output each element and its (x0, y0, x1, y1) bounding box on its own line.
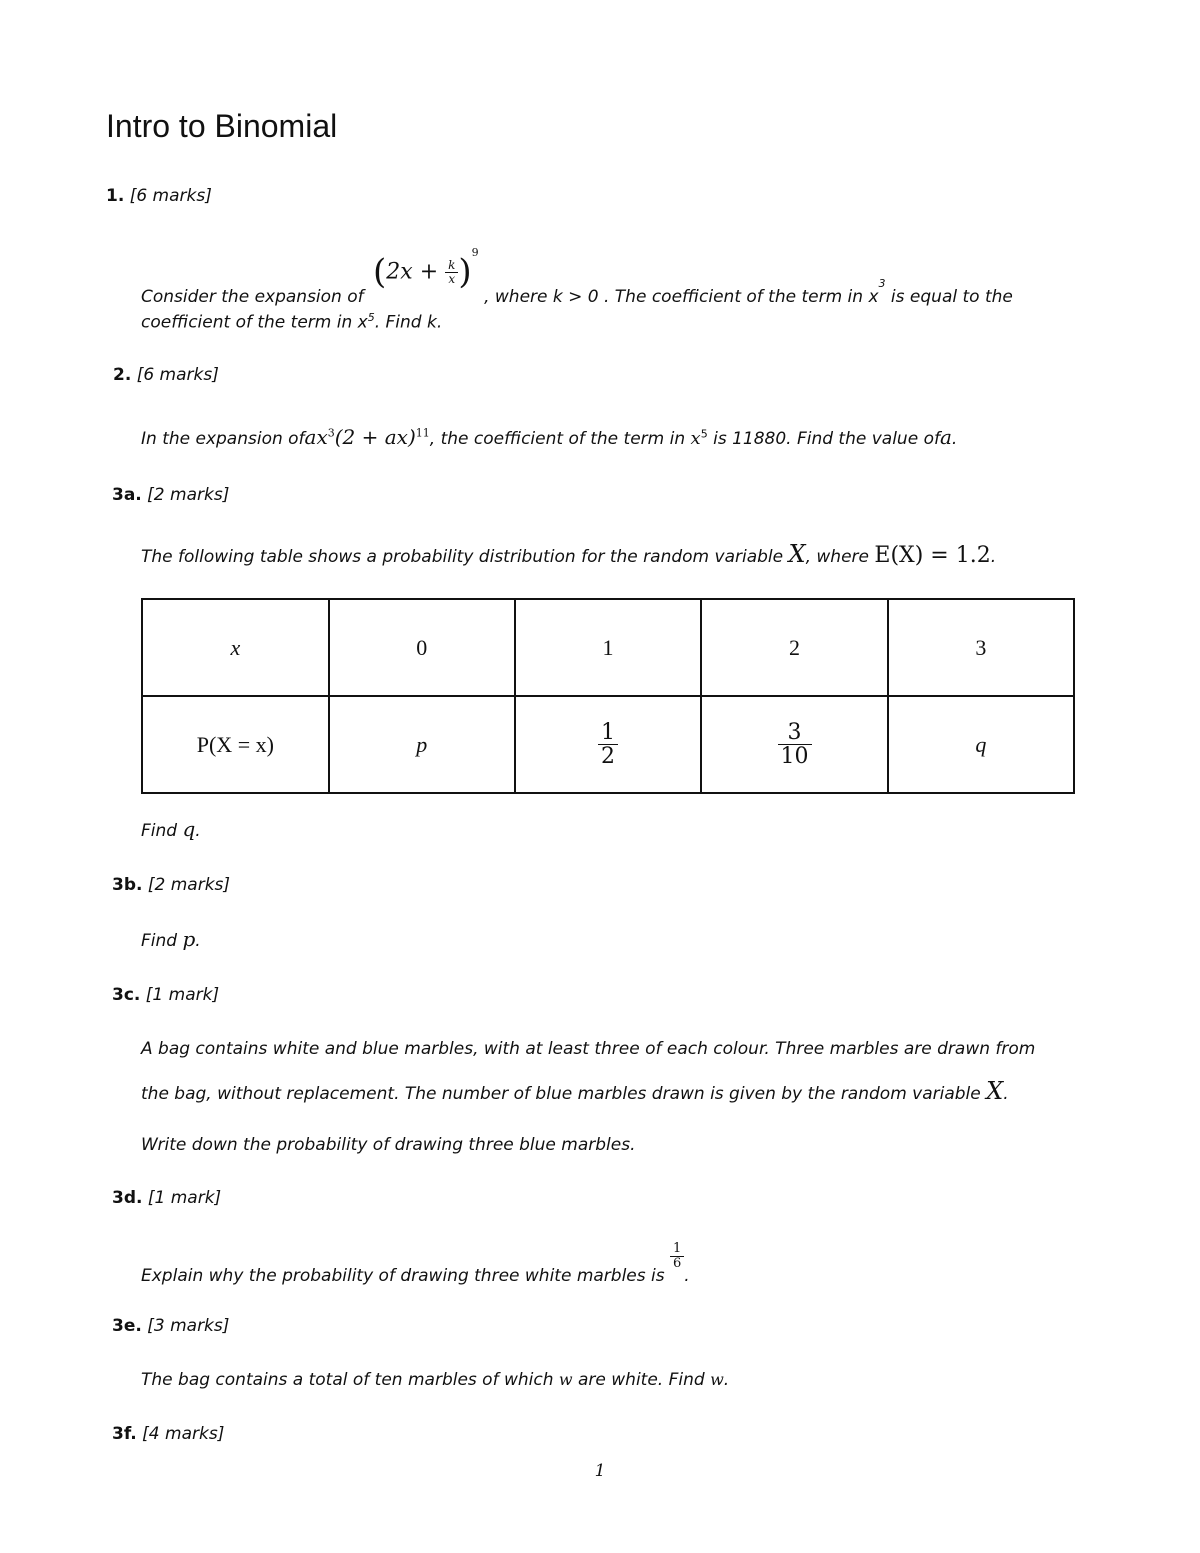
table-cell: $\frac{1}{2}$ (515, 696, 701, 793)
question-marks: [2 marks] (147, 485, 230, 505)
question-marks: [4 marks] (142, 1424, 225, 1444)
table-row (142, 599, 1074, 696)
question-3d-header (112, 1188, 221, 1208)
question-1-line-2: coefficient of the term in $x^5$. Find k. (141, 311, 443, 333)
table-cell: $\frac{3}{10}$ (701, 696, 888, 793)
question-number: 1. (106, 186, 125, 206)
table-cell: 3 (888, 599, 1074, 696)
question-3e-text: The bag contains a total of ten marbles of which w are white. Find w. (141, 1370, 730, 1390)
question-3a-text: The following table shows a probability distribution for the random variable X, where E(X) = 1.2. (141, 540, 997, 568)
question-3f-header (112, 1424, 224, 1444)
table-cell: q (888, 696, 1074, 793)
question-marks: [6 marks] (136, 365, 219, 385)
question-3b-find: Find p. (141, 927, 201, 951)
probability-distribution-table (141, 598, 1075, 794)
table-cell: P(X = x) (142, 696, 329, 793)
question-number: 3f. (112, 1424, 137, 1444)
table-cell: 2 (701, 599, 888, 696)
question-number: 3d. (112, 1188, 143, 1208)
question-marks: [3 marks] (147, 1316, 230, 1336)
q1-expression: (2x + $\frac{k}{x}$ )$^9$ (373, 245, 479, 292)
table-cell: 1 (515, 599, 701, 696)
question-marks: [6 marks] (129, 186, 212, 206)
question-3c-header (112, 985, 219, 1005)
question-3d-text: Explain why the probability of drawing three white marbles is $\frac{1}{6}$ . (141, 1241, 690, 1287)
question-marks: [1 mark] (147, 1188, 222, 1208)
question-3c-line-2: the bag, without replacement. The number of blue marbles drawn is given by the random variable X. (141, 1077, 1009, 1105)
question-number: 3e. (112, 1316, 142, 1336)
question-marks: [2 marks] (147, 875, 231, 895)
question-2-header (113, 365, 219, 385)
question-number: 3a. (112, 485, 142, 505)
question-1-header (106, 186, 212, 206)
question-3e-header (112, 1316, 229, 1336)
table-cell: 0 (329, 599, 515, 696)
question-number: 2. (113, 365, 132, 385)
question-1-line-1: Consider the expansion of (2x + $\frac{k}{x}$ )$^9$ , where k > 0 . The coefficient of the term in $x^3$ is equal to the (141, 245, 1013, 307)
q2-expression: $ax^3(2 + ax)^{11}$ (304, 425, 430, 449)
page-number: 1 (594, 1461, 606, 1481)
question-3a-header (112, 485, 229, 505)
question-3c-line-3: Write down the probability of drawing three blue marbles. (141, 1135, 636, 1155)
question-3c-line-1: A bag contains white and blue marbles, with at least three of each colour. Three marbles are drawn from (141, 1039, 1036, 1059)
question-marks: [1 mark] (145, 985, 220, 1005)
question-3a-find: Find q. (141, 817, 201, 841)
question-2-text: In the expansion ofax$^3$(2 + ax)$^{11}$, the coefficient of the term in $x^5$ is 11880. Find the value ofa. (141, 425, 958, 449)
question-number: 3b. (112, 875, 143, 895)
table-row (142, 696, 1074, 793)
question-3b-header (112, 875, 230, 895)
question-number: 3c. (112, 985, 141, 1005)
table-cell: p (329, 696, 515, 793)
table-cell: x (142, 599, 329, 696)
page-title: Intro to Binomial (106, 108, 338, 144)
